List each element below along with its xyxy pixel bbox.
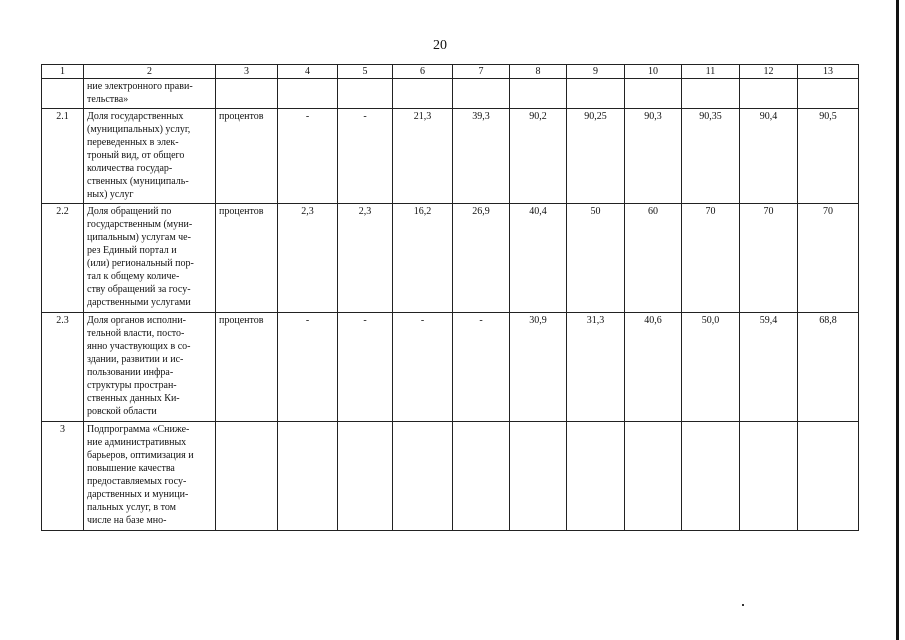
value-cell: 30,9: [510, 313, 567, 422]
value-cell: -: [338, 313, 393, 422]
value-cell: 90,35: [682, 109, 740, 204]
value-cell: [682, 422, 740, 531]
value-cell: 70: [798, 204, 859, 313]
value-cell: [510, 79, 567, 109]
col-header: 4: [278, 65, 338, 79]
table-row: [42, 204, 859, 313]
col-header: 6: [393, 65, 453, 79]
col-header: 7: [453, 65, 510, 79]
value-cell: [567, 422, 625, 531]
value-cell: -: [278, 109, 338, 204]
col-header: 5: [338, 65, 393, 79]
row-number: 2.2: [42, 204, 84, 313]
col-header: 3: [216, 65, 278, 79]
indicator-name: Доля органов исполни- тельной власти, посто- янно участвующих в со- здании, развитии и ис- пользовании инфра- структуры простран- ственных данных Ки- ровской области: [84, 313, 216, 422]
row-number: 2.1: [42, 109, 84, 204]
value-cell: 90,5: [798, 109, 859, 204]
value-cell: -: [278, 313, 338, 422]
indicator-name: ние электронного прави- тельства»: [84, 79, 216, 109]
indicator-name: Подпрограмма «Сниже- ние административных барьеров, оптимизация и повышение качества предоставляемых госу- дарственных и муници- пальных услуг, в том числе на базе мно-: [84, 422, 216, 531]
value-cell: [798, 422, 859, 531]
col-header: 12: [740, 65, 798, 79]
page-number: 20: [433, 38, 447, 53]
col-header: 10: [625, 65, 682, 79]
value-cell: 90,2: [510, 109, 567, 204]
value-cell: 39,3: [453, 109, 510, 204]
value-cell: 90,4: [740, 109, 798, 204]
indicators-table: [41, 64, 859, 531]
value-cell: 16,2: [393, 204, 453, 313]
col-header: 2: [84, 65, 216, 79]
value-cell: 50,0: [682, 313, 740, 422]
unit-cell: [216, 422, 278, 531]
table-row: [42, 109, 859, 204]
indicator-name: Доля государственных (муниципальных) услуг, переведенных в элек- троный вид, от общего количества государ- ственных (муниципаль- ных) услуг: [84, 109, 216, 204]
page-edge-line: [896, 0, 899, 640]
value-cell: 50: [567, 204, 625, 313]
value-cell: 70: [682, 204, 740, 313]
unit-cell: процентов: [216, 109, 278, 204]
value-cell: [625, 422, 682, 531]
scan-speck: [742, 604, 744, 606]
value-cell: -: [453, 313, 510, 422]
col-header: 13: [798, 65, 859, 79]
indicator-name: Доля обращений по государственным (муни- ципальным) услугам че- рез Единый портал и (или) региональный пор- тал к общему количе- ству обращений за госу- дарственными услугами: [84, 204, 216, 313]
value-cell: 70: [740, 204, 798, 313]
col-header: 1: [42, 65, 84, 79]
value-cell: [393, 79, 453, 109]
value-cell: -: [393, 313, 453, 422]
table-row: [42, 79, 859, 109]
value-cell: 68,8: [798, 313, 859, 422]
value-cell: [510, 422, 567, 531]
unit-cell: [216, 79, 278, 109]
value-cell: [682, 79, 740, 109]
table-row: [42, 313, 859, 422]
value-cell: 2,3: [338, 204, 393, 313]
value-cell: 2,3: [278, 204, 338, 313]
row-number: 3: [42, 422, 84, 531]
value-cell: [393, 422, 453, 531]
value-cell: [338, 79, 393, 109]
unit-cell: процентов: [216, 313, 278, 422]
row-number: [42, 79, 84, 109]
value-cell: [453, 79, 510, 109]
col-header: 9: [567, 65, 625, 79]
value-cell: 59,4: [740, 313, 798, 422]
col-header: 8: [510, 65, 567, 79]
value-cell: [278, 79, 338, 109]
value-cell: [625, 79, 682, 109]
col-header: 11: [682, 65, 740, 79]
unit-cell: процентов: [216, 204, 278, 313]
value-cell: 90,25: [567, 109, 625, 204]
value-cell: 21,3: [393, 109, 453, 204]
value-cell: -: [338, 109, 393, 204]
value-cell: 40,6: [625, 313, 682, 422]
value-cell: 60: [625, 204, 682, 313]
table-row: [42, 422, 859, 531]
value-cell: [278, 422, 338, 531]
value-cell: 40,4: [510, 204, 567, 313]
value-cell: [798, 79, 859, 109]
row-number: 2.3: [42, 313, 84, 422]
value-cell: [567, 79, 625, 109]
value-cell: [338, 422, 393, 531]
value-cell: 26,9: [453, 204, 510, 313]
value-cell: 90,3: [625, 109, 682, 204]
value-cell: [740, 79, 798, 109]
value-cell: [453, 422, 510, 531]
value-cell: 31,3: [567, 313, 625, 422]
header-row: [42, 65, 859, 79]
value-cell: [740, 422, 798, 531]
